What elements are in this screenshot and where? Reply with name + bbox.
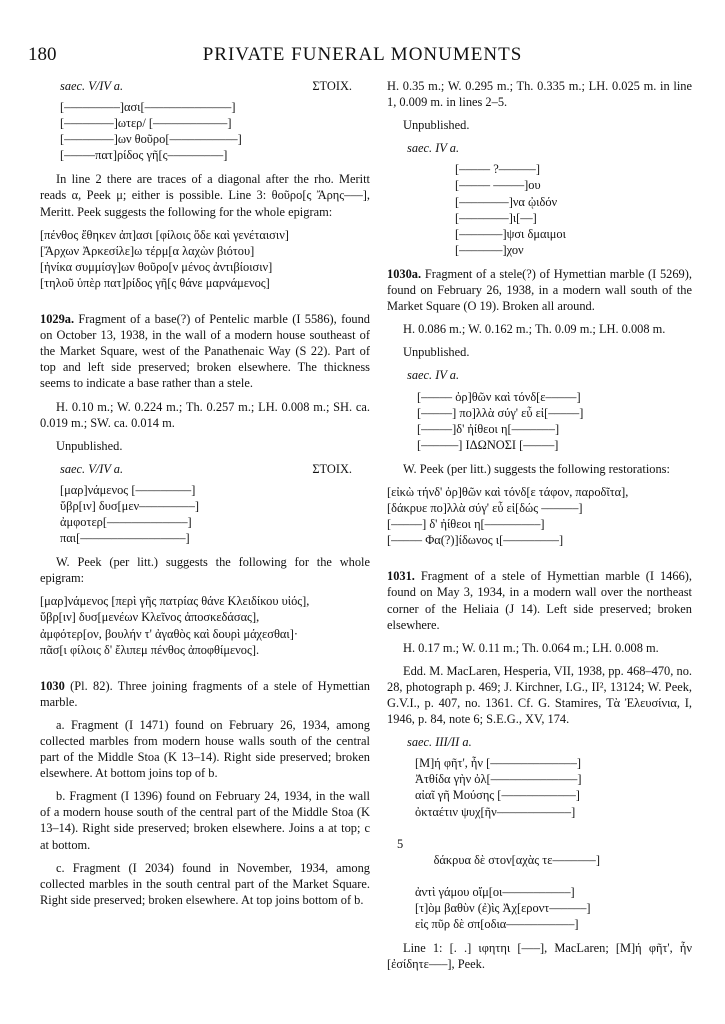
- inscription-text: [60, 482, 370, 546]
- saec-line: [40, 461, 370, 477]
- saec-line: [40, 78, 370, 94]
- running-head: PRIVATE FUNERAL MONUMENTS: [202, 44, 523, 65]
- inscription-line: ὕβρ[ιν] δυσ[μεν–––––––––]: [60, 498, 200, 513]
- measurements: H. 0.17 m.; W. 0.11 m.; Th. 0.064 m.; LH. 0.008 m.: [403, 640, 659, 655]
- inscription-line: [–––––] πο]λλὰ σύγ' εὖ εἰ[–––––]: [417, 405, 584, 420]
- entry-number: 1030a.: [387, 266, 422, 281]
- entry-1031: [387, 568, 692, 632]
- line-number: 5: [397, 836, 404, 851]
- epigram-line: ὕβρ[ιν] δυσ[μενέων Κλεῖνος ἀποσκεδάσας],: [40, 610, 260, 625]
- commentary: In line 2 there are traces of a diagonal after the rho. Meritt reads α, Peek μ; either is possible. Line 3: θοῦρο[ς Ἄρης–––], Meritt. Peek suggests the following for the whole epigram:: [40, 172, 370, 219]
- inscription-line: [–––––––––]ασι[––––––––––––––]: [60, 100, 236, 114]
- inscription-line: [–––––πατ]ρίδος γῆ[ς–––––––––]: [60, 148, 228, 163]
- inscription-line: παι[–––––––––––––––––]: [60, 531, 190, 546]
- bibliography: Edd. M. MacLaren, Hesperia, VII, 1938, pp. 468–470, no. 28, photograph p. 469; J. Kirchner, I.G., II², 13124; W. Peek, G.V.I., p. 407, no. 1361. Cf. G. Stamires, Τὰ Ἐλευσίνια, I, 1946, p. 84, note 6; S.E.G., XV, 174.: [387, 663, 692, 727]
- measurements: H. 0.35 m.; W. 0.295 m.; Th. 0.335 m.; LH. 0.025 m. in line 1, 0.009 m. in lines 2–5.: [387, 79, 692, 110]
- epigram-line: [εἰκὼ τήνδ' ὀρ]θῶν καὶ τόνδ[ε τάφον, παροδῖτα],: [387, 484, 629, 499]
- fragment-b: b. Fragment (I 1396) found on February 24, 1934, in the wall of a modern house south of the central part of the Middle Stoa (K 13–14). Right side preserved; broken elsewhere. Joins a at top; c at bottom.: [40, 789, 370, 852]
- publication-status: Unpublished.: [403, 345, 470, 360]
- fragment-c: c. Fragment (I 2034) found in November, 1934, among collected marbles in the south central part of the Market Square. Right side preserved; broken elsewhere. At top joins bottom of b.: [40, 860, 370, 907]
- commentary: W. Peek (per litt.) suggests the following restorations:: [403, 461, 670, 476]
- epigram-line: [ἡνίκα συμμίσγ]ων θοῦρο[ν μένος ἀντιβίοισιν]: [40, 259, 273, 274]
- epigram-line: [Ἄρχων Ἀρκεσίλε]ω τέρμ[α λαχὼν βιότου]: [40, 243, 255, 258]
- inscription-line: [––––––––]να ᾠιδόν: [455, 194, 558, 209]
- saec-text: saec. IV a.: [407, 141, 460, 156]
- inscription-line: [––––––––]ων θοῦρο[–––––––––––]: [60, 132, 242, 147]
- entry-description: Fragment of a base(?) of Pentelic marble (I 5586), found on October 13, 1938, in the wall of a modern house southeast of the Market Square, west of the Panathenaic Way (S 22). Part of top and left side preserved; broken elsewhere. The thickness seems to indicate a base rather than a stele.: [40, 312, 370, 391]
- entry-description: Fragment of a stele(?) of Hymettian marble (I 5269), found on February 26, 1938, in a modern wall south of the Market Square (O 19). Broken all around.: [387, 266, 692, 314]
- inscription-line: εἰς πῦρ δὲ σπ[οδια–––––––––––]: [415, 917, 579, 932]
- inscription-text: [60, 99, 370, 163]
- entry-1029a: [40, 311, 370, 391]
- inscription-line: [–––––––]ψσι δμαιμοι: [455, 226, 566, 241]
- inscription-text: [417, 389, 692, 453]
- saec-label: [387, 367, 692, 383]
- saec-text: saec. IV a.: [407, 368, 460, 383]
- inscription-line: αἰαῖ γῆ Μούσης [––––––––––––]: [415, 788, 580, 803]
- commentary: Line 1: [. .] ιφητηι [–––], MacLaren; [Μ]ή φῆτ', ἦν [ἐσίδητε–––], Peek.: [387, 941, 692, 972]
- inscription-line: ἀμφοτερ[–––––––––––––]: [60, 514, 192, 529]
- page-number: 180: [28, 44, 57, 65]
- publication-status: Unpublished.: [403, 118, 470, 133]
- inscription-text: [455, 161, 692, 258]
- saec-label: [387, 734, 692, 750]
- right-column: [387, 78, 692, 980]
- restored-epigram: [40, 227, 370, 291]
- entry-description: (Pl. 82). Three joining fragments of a stele of Hymettian marble.: [40, 678, 370, 709]
- epigram-line: [μαρ]νάμενος [περὶ γῆς πατρίας θάνε Κλειδίκου υἱός],: [40, 594, 310, 609]
- restored-epigram: [387, 484, 692, 548]
- inscription-line: δάκρυα δὲ στον[αχὰς τε–––––––]: [433, 852, 600, 867]
- inscription-line: ὀκταέτιν ψυχ[ῆν––––––––––––]: [415, 804, 576, 819]
- entry-1030: [40, 678, 370, 710]
- entry-1030a: [387, 266, 692, 314]
- inscription-line: [τ]ὸμ βαθὺν (ἐ)ὶς Ἀχ[εροντ––––––]: [415, 901, 591, 916]
- epigram-line: [τηλοῦ ὑπὲρ πατ]ρίδος γῆ[ς θάνε μαρνάμενος]: [40, 275, 270, 290]
- saec-label: [387, 140, 692, 156]
- stoix-label: ΣΤΟΙΧ.: [312, 461, 352, 476]
- epigram-line: πᾶσ[ι φίλοις δ' ἔλιπεμ πένθος ἀποφθίμενος].: [40, 642, 260, 657]
- saec-label: saec. V/IV a.: [60, 461, 124, 476]
- restored-epigram: [40, 593, 370, 657]
- stoix-label: ΣΤΟΙΧ.: [312, 79, 352, 93]
- epigram-line: ἀμφότερ[ον, βουλήν τ' ἀγαθὸς καὶ δουρὶ μάχεσθαι]·: [40, 626, 298, 641]
- entry-number: 1030: [40, 678, 65, 693]
- saec-label: saec. V/IV a.: [60, 79, 124, 93]
- epigram-line: [δάκρυε πο]λλὰ σύγ' εὖ εἰ[δώς ––––––]: [387, 501, 583, 516]
- inscription-text: [397, 755, 692, 932]
- inscription-line: [––––– –––––]ου: [455, 178, 541, 193]
- commentary: W. Peek (per litt.) suggests the following for the whole epigram:: [40, 555, 370, 586]
- saec-text: saec. III/II a.: [407, 735, 472, 750]
- entry-number: 1029a.: [40, 312, 75, 327]
- inscription-line: [Μ]ή φῆτ', ἦν [––––––––––––––]: [415, 756, 582, 771]
- epigram-line: [––––– Φα(?)]ίδωνος ι[–––––––––]: [387, 533, 564, 548]
- inscription-line: [––––– ?––––––]: [455, 162, 540, 177]
- inscription-line: [––––– ὀρ]θῶν καὶ τόνδ[ε–––––]: [417, 389, 581, 404]
- page-header: [28, 44, 697, 72]
- publication-status: Unpublished.: [56, 438, 123, 453]
- inscription-line: [––––––] ΙΔΩΝΟΣΙ [–––––]: [417, 437, 559, 452]
- inscription-line: [–––––]δ' ἠίθεοι η[–––––––]: [417, 421, 560, 436]
- inscription-line: Ἀτθίδα γὴν ὀλ[––––––––––––––]: [415, 772, 582, 787]
- measurements: H. 0.10 m.; W. 0.224 m.; Th. 0.257 m.; LH. 0.008 m.; SH. ca. 0.019 m.; SW. ca. 0.014 m.: [40, 399, 370, 430]
- epigram-line: [πένθος ἔθηκεν ἀπ]ασι [φίλοις ὅδε καὶ γενέταισιν]: [40, 227, 289, 242]
- entry-number: 1031.: [387, 569, 415, 584]
- inscription-line: ἀντὶ γάμου οἴμ[οι–––––––––––]: [415, 885, 575, 900]
- inscription-line: [–––––––]χον: [455, 242, 524, 257]
- fragment-a: a. Fragment (I 1471) found on February 26, 1934, among collected marbles from modern house walls south of the central part of the Middle Stoa (K 13–14). Right side preserved; broken elsewhere. At bottom joins top of b.: [40, 717, 370, 781]
- inscription-line-5: [397, 820, 692, 884]
- left-column: [40, 78, 370, 915]
- entry-description: Fragment of a stele of Hymettian marble (I 1466), found on May 3, 1934, in a modern wall over the northeast corner of the Heliaia (J 14). Left side preserved; broken elsewhere.: [387, 569, 692, 632]
- inscription-line: [––––––––]ι[––]: [455, 210, 537, 225]
- inscription-line: [μαρ]νάμενος [–––––––––]: [60, 482, 196, 497]
- inscription-line: [––––––––]ωτερ/ [––––––––––––]: [60, 116, 232, 131]
- epigram-line: [–––––] δ' ἠίθεοι η[–––––––––]: [387, 517, 545, 532]
- measurements: H. 0.086 m.; W. 0.162 m.; Th. 0.09 m.; LH. 0.008 m.: [403, 322, 666, 337]
